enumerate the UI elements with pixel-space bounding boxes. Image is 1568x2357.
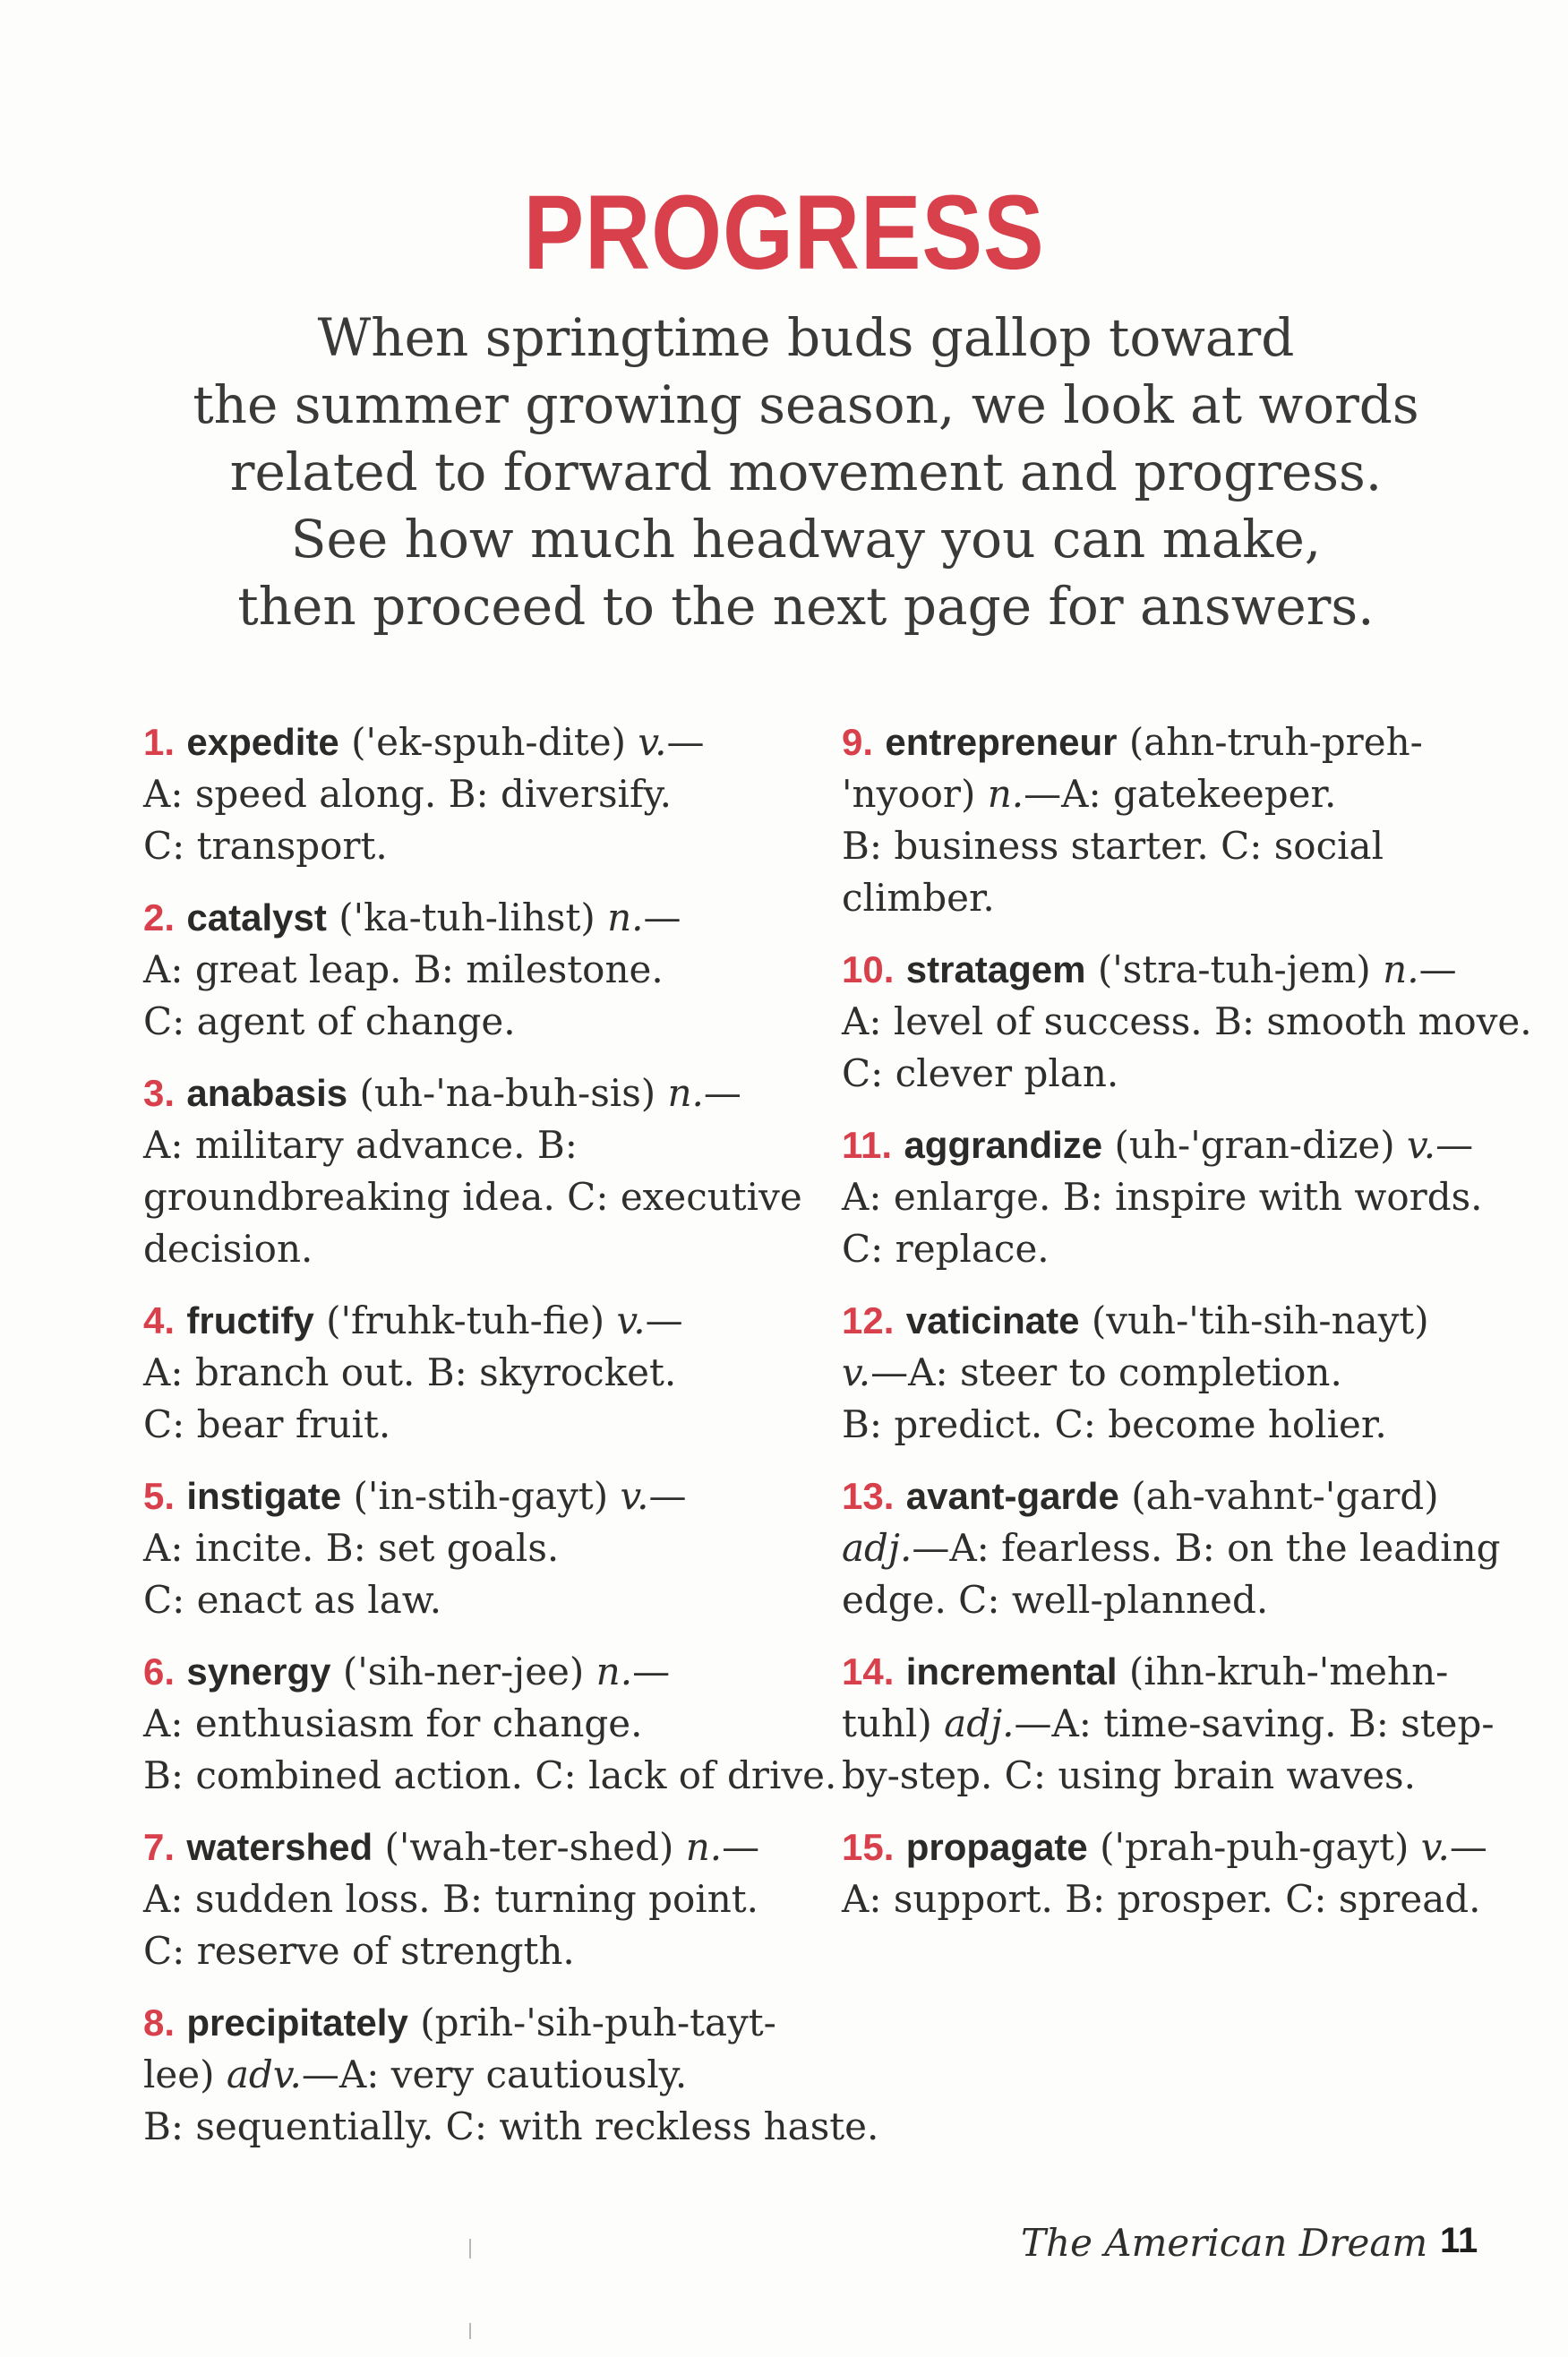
item-line: [143, 1171, 802, 1223]
item-text: A: level of success. B: smooth move.: [842, 999, 1532, 1043]
part-of-speech: v.: [616, 1298, 646, 1342]
item-text: C: clever plan.: [842, 1051, 1119, 1095]
item-line: [842, 996, 1532, 1048]
item-text: A: sudden loss. B: turning point.: [143, 1877, 759, 1921]
item-text: ('wah-ter-shed): [384, 1825, 686, 1869]
item-text: —: [643, 896, 681, 939]
item-line: [143, 1925, 788, 1977]
part-of-speech: adv.: [226, 2053, 302, 2096]
part-of-speech: adj.: [842, 1526, 913, 1570]
item-line: [143, 1223, 788, 1275]
item-text: —: [722, 1825, 760, 1869]
item-line: [842, 1171, 1487, 1223]
item-text: C: bear fruit.: [143, 1402, 391, 1446]
item-text: —: [632, 1650, 671, 1693]
part-of-speech: n.: [607, 896, 644, 939]
item-line: [143, 2049, 788, 2101]
item-text: C: enact as law.: [143, 1578, 442, 1622]
item-line: [143, 892, 788, 944]
item-number: 11.: [842, 1124, 893, 1166]
vocab-word: entrepreneur: [885, 721, 1118, 763]
item-text: C: replace.: [842, 1227, 1050, 1271]
item-line: [842, 820, 1487, 872]
item-line: [143, 1698, 788, 1750]
vocab-word: catalyst: [186, 896, 327, 939]
vocab-word: incremental: [905, 1650, 1118, 1693]
item-line: [842, 872, 1487, 924]
item-text: —: [1435, 1123, 1474, 1167]
quiz-item: [842, 716, 1487, 924]
item-line: [143, 2101, 879, 2153]
item-text: —: [645, 1298, 683, 1342]
item-number: 7.: [143, 1826, 176, 1868]
quiz-item: [143, 1821, 788, 1977]
item-line: [143, 996, 788, 1048]
item-text: lee): [143, 2053, 227, 2096]
item-line: [143, 1750, 837, 1802]
item-text: (ahn-truh-preh-: [1128, 720, 1423, 764]
vocab-word: expedite: [186, 721, 339, 763]
item-number: 14.: [842, 1650, 895, 1693]
quiz-item: [842, 1470, 1501, 1626]
item-text: groundbreaking idea. C: executive: [143, 1175, 802, 1219]
item-line: [842, 1048, 1487, 1100]
item-text: decision.: [143, 1227, 313, 1271]
vocab-word: anabasis: [186, 1072, 348, 1114]
item-line: [143, 1997, 788, 2049]
item-text: ('ka-tuh-lihst): [338, 896, 608, 939]
item-text: tuhl): [842, 1701, 945, 1745]
quiz-item: [143, 892, 788, 1048]
item-number: 6.: [143, 1650, 176, 1693]
item-number: 3.: [143, 1072, 176, 1114]
quiz-column-right: [842, 716, 1532, 1945]
item-text: (uh-'gran-dize): [1114, 1123, 1408, 1167]
item-text: ('sih-ner-jee): [342, 1650, 596, 1693]
item-line: [842, 944, 1487, 996]
quiz-item: [842, 944, 1532, 1100]
item-line: [143, 1873, 788, 1925]
item-line: [842, 1223, 1487, 1275]
item-line: [842, 1873, 1487, 1925]
item-text: ('fruhk-tuh-fie): [326, 1298, 617, 1342]
item-text: ('in-stih-gayt): [353, 1474, 621, 1518]
item-line: [842, 1522, 1501, 1574]
item-text: C: agent of change.: [143, 999, 516, 1043]
item-text: B: sequentially. C: with reckless haste.: [143, 2104, 879, 2148]
item-text: A: incite. B: set goals.: [143, 1526, 560, 1570]
item-text: ('prah-puh-gayt): [1100, 1825, 1421, 1869]
part-of-speech: n.: [685, 1825, 723, 1869]
item-line: [143, 1646, 788, 1698]
item-text: C: reserve of strength.: [143, 1929, 575, 1973]
item-number: 4.: [143, 1299, 176, 1341]
item-line: [143, 1574, 788, 1626]
vocab-word: instigate: [186, 1475, 342, 1517]
item-number: 2.: [143, 896, 176, 939]
quiz-item: [143, 716, 788, 872]
item-line: [842, 1295, 1487, 1347]
item-text: B: combined action. C: lack of drive.: [143, 1753, 837, 1797]
part-of-speech: n.: [1383, 947, 1419, 991]
item-line: [143, 1399, 788, 1451]
item-text: —: [703, 1071, 741, 1115]
part-of-speech: n.: [667, 1071, 704, 1115]
scan-artifact: [469, 2323, 471, 2339]
item-number: 12.: [842, 1299, 895, 1341]
intro-paragraph: [179, 304, 1433, 640]
item-text: A: branch out. B: skyrocket.: [143, 1350, 677, 1394]
publication-name: The American Dream: [1021, 2221, 1428, 2265]
item-line: [143, 1119, 788, 1171]
item-text: —: [1449, 1825, 1487, 1869]
item-number: 8.: [143, 2001, 176, 2044]
item-number: 5.: [143, 1475, 176, 1517]
item-line: [842, 1750, 1487, 1802]
item-line: [143, 820, 788, 872]
intro-line: See how much headway you can make,: [290, 509, 1322, 570]
quiz-item: [143, 1295, 788, 1451]
item-line: [143, 1067, 788, 1119]
part-of-speech: v.: [842, 1350, 871, 1394]
intro-line: then proceed to the next page for answers.: [237, 576, 1375, 637]
item-line: [842, 1821, 1487, 1873]
item-line: [143, 1347, 788, 1399]
item-number: 9.: [842, 721, 874, 763]
part-of-speech: v.: [638, 720, 667, 764]
vocab-word: avant-garde: [905, 1475, 1119, 1517]
intro-line: related to forward movement and progress.: [229, 441, 1383, 502]
item-line: [842, 1347, 1487, 1399]
item-text: climber.: [842, 876, 995, 920]
vocab-word: aggrandize: [904, 1124, 1103, 1166]
item-line: [842, 716, 1487, 768]
item-text: 'nyoor): [842, 772, 988, 816]
item-text: ('ek-spuh-dite): [351, 720, 638, 764]
page-title: PROGRESS: [523, 174, 1045, 292]
item-text: A: military advance. B:: [143, 1123, 578, 1167]
item-text: ('stra-tuh-jem): [1097, 947, 1384, 991]
item-text: —: [666, 720, 705, 764]
item-text: A: speed along. B: diversify.: [143, 772, 672, 816]
vocab-word: fructify: [186, 1299, 314, 1341]
item-text: C: transport.: [143, 824, 388, 868]
item-text: —: [1418, 947, 1457, 991]
item-text: A: support. B: prosper. C: spread.: [842, 1877, 1481, 1921]
item-text: B: business starter. C: social: [842, 824, 1384, 868]
page-number: 11: [1440, 2221, 1478, 2260]
item-line: [842, 1399, 1487, 1451]
vocab-word: watershed: [186, 1826, 373, 1868]
item-line: [842, 1119, 1487, 1171]
quiz-item: [143, 1997, 879, 2153]
intro-line: When springtime buds gallop toward: [317, 307, 1295, 368]
item-text: —A: fearless. B: on the leading: [912, 1526, 1501, 1570]
scan-artifact: [469, 2239, 471, 2258]
item-text: —A: very cautiously.: [301, 2053, 688, 2096]
item-line: [143, 1470, 788, 1522]
item-text: —: [648, 1474, 687, 1518]
item-text: B: predict. C: become holier.: [842, 1402, 1387, 1446]
item-text: A: enthusiasm for change.: [143, 1701, 643, 1745]
item-text: by-step. C: using brain waves.: [842, 1753, 1416, 1797]
item-text: —A: time-saving. B: step-: [1014, 1701, 1495, 1745]
item-line: [842, 768, 1487, 820]
vocab-word: stratagem: [905, 948, 1086, 990]
item-line: [143, 1295, 788, 1347]
item-line: [143, 1522, 788, 1574]
part-of-speech: v.: [1407, 1123, 1436, 1167]
quiz-item: [143, 1646, 837, 1802]
vocab-word: vaticinate: [905, 1299, 1080, 1341]
quiz-item: [842, 1646, 1495, 1802]
vocab-word: precipitately: [186, 2001, 408, 2044]
part-of-speech: n.: [987, 772, 1024, 816]
part-of-speech: adj.: [944, 1701, 1015, 1745]
quiz-item: [143, 1470, 788, 1626]
quiz-item: [842, 1295, 1487, 1451]
item-line: [143, 1821, 788, 1873]
item-number: 10.: [842, 948, 895, 990]
intro-line: the summer growing season, we look at words: [193, 374, 1419, 435]
item-text: (uh-'na-buh-sis): [359, 1071, 668, 1115]
item-number: 15.: [842, 1826, 895, 1868]
vocab-word: propagate: [905, 1826, 1088, 1868]
quiz-item: [842, 1119, 1487, 1275]
item-line: [842, 1470, 1487, 1522]
item-text: (ihn-kruh-'mehn-: [1128, 1650, 1449, 1693]
item-text: A: great leap. B: milestone.: [143, 947, 664, 991]
item-number: 1.: [143, 721, 176, 763]
item-text: (ah-vahnt-'gard): [1131, 1474, 1439, 1518]
part-of-speech: n.: [595, 1650, 633, 1693]
quiz-item: [143, 1067, 802, 1275]
item-text: (vuh-'tih-sih-nayt): [1091, 1298, 1429, 1342]
item-line: [842, 1698, 1495, 1750]
item-number: 13.: [842, 1475, 895, 1517]
item-line: [842, 1646, 1487, 1698]
item-text: edge. C: well-planned.: [842, 1578, 1269, 1622]
item-line: [842, 1574, 1487, 1626]
item-line: [143, 768, 788, 820]
item-line: [143, 944, 788, 996]
item-line: [143, 716, 788, 768]
item-text: —A: steer to completion.: [870, 1350, 1342, 1394]
item-text: A: enlarge. B: inspire with words.: [842, 1175, 1483, 1219]
vocab-word: synergy: [186, 1650, 331, 1693]
part-of-speech: v.: [1420, 1825, 1450, 1869]
item-text: (prih-'sih-puh-tayt-: [420, 2001, 776, 2044]
item-text: —A: gatekeeper.: [1024, 772, 1337, 816]
quiz-item: [842, 1821, 1487, 1925]
part-of-speech: v.: [620, 1474, 649, 1518]
